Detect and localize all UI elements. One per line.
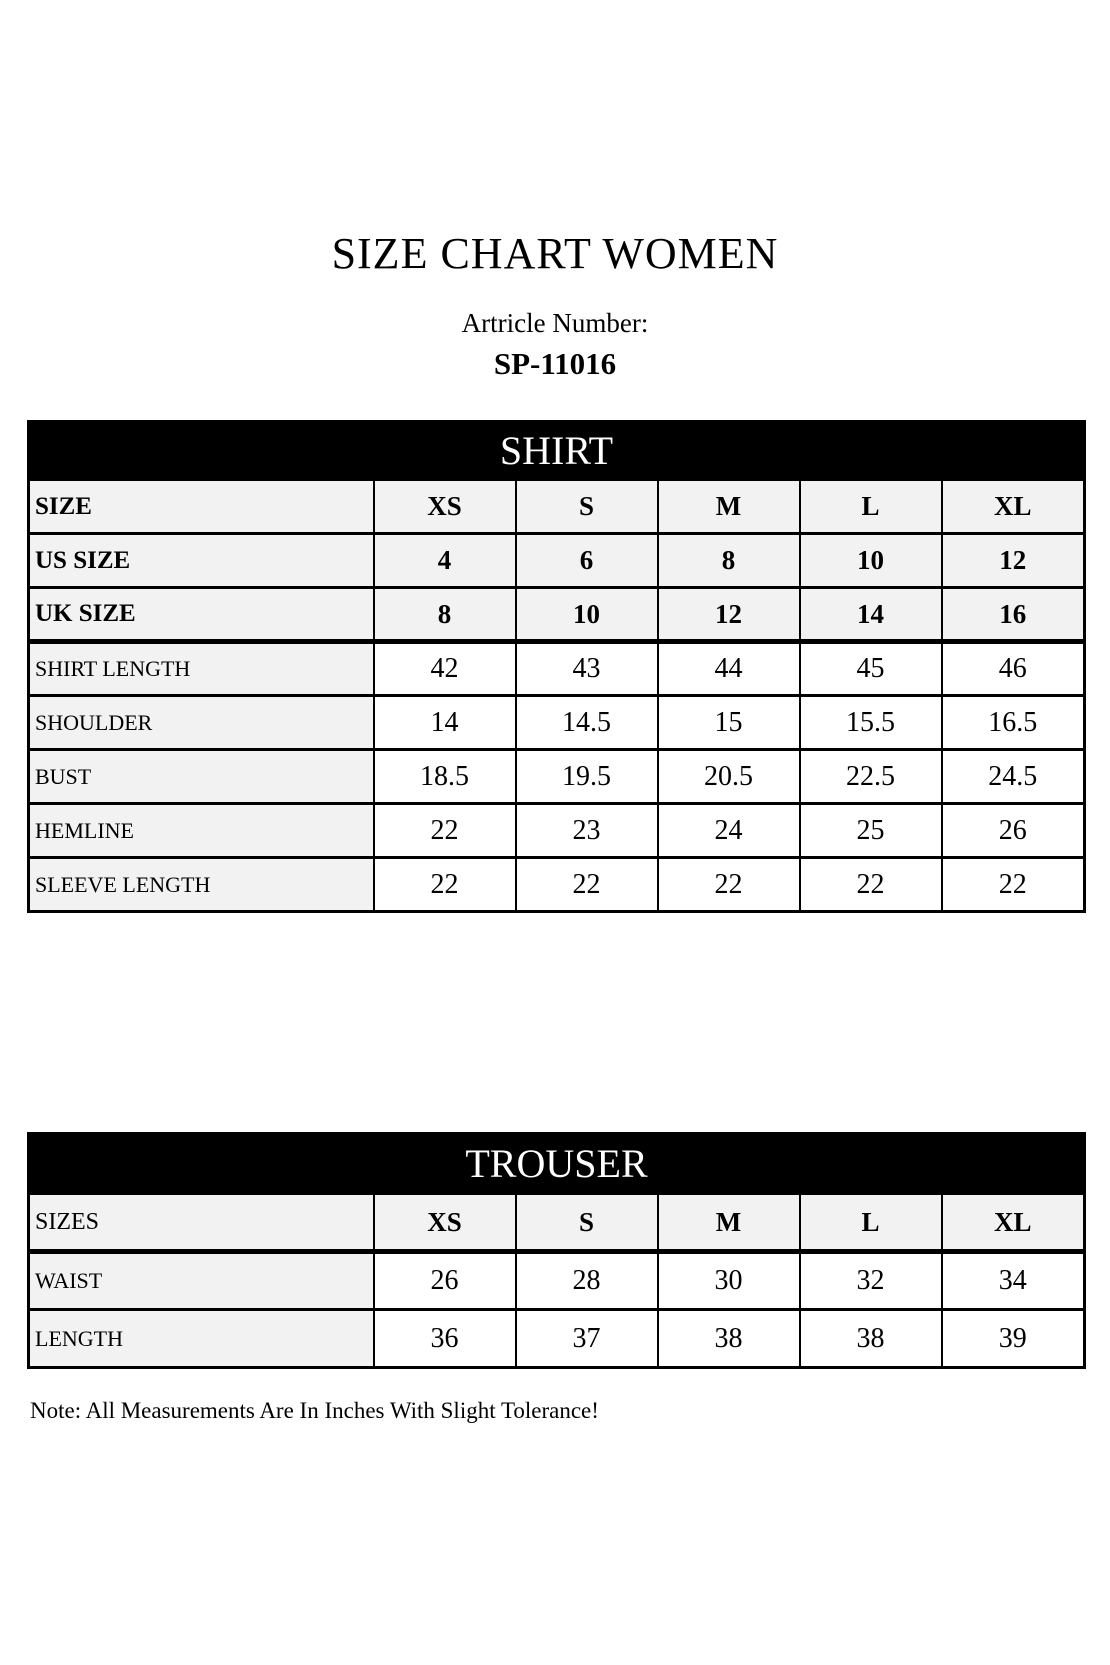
size-cell: XL: [942, 480, 1085, 534]
size-cell: 16: [942, 588, 1085, 642]
value-cell: 15: [658, 696, 800, 750]
value-cell: 16.5: [942, 696, 1085, 750]
value-cell: 28: [516, 1252, 658, 1310]
size-cell: XS: [374, 1194, 516, 1252]
table-row-hemline: [29, 804, 1085, 858]
value-cell: 24.5: [942, 750, 1085, 804]
shirt-table-title-band: [29, 422, 1085, 480]
value-cell: 34: [942, 1252, 1085, 1310]
table-row-waist: [29, 1252, 1085, 1310]
size-cell: S: [516, 480, 658, 534]
size-cell: L: [800, 480, 942, 534]
size-cell: XL: [942, 1194, 1085, 1252]
trouser-table-title-band: [29, 1134, 1085, 1194]
size-cell: 10: [800, 534, 942, 588]
size-cell: 8: [658, 534, 800, 588]
size-cell: 14: [800, 588, 942, 642]
trouser-size-table: [27, 1132, 1086, 1369]
row-label: SHIRT LENGTH: [29, 642, 374, 696]
value-cell: 24: [658, 804, 800, 858]
measurement-note: Note: All Measurements Are In Inches With Slight Tolerance!: [30, 1398, 599, 1423]
value-cell: 38: [658, 1310, 800, 1368]
table-row-size: [29, 480, 1085, 534]
row-label: UK SIZE: [29, 588, 374, 642]
value-cell: 20.5: [658, 750, 800, 804]
value-cell: 22.5: [800, 750, 942, 804]
value-cell: 45: [800, 642, 942, 696]
trouser-table-title: TROUSER: [29, 1134, 1085, 1194]
size-cell: 8: [374, 588, 516, 642]
table-row-length: [29, 1310, 1085, 1368]
row-label: HEMLINE: [29, 804, 374, 858]
size-cell: 12: [658, 588, 800, 642]
value-cell: 15.5: [800, 696, 942, 750]
row-label: WAIST: [29, 1252, 374, 1310]
table-row-uk-size: [29, 588, 1085, 642]
table-row-sleeve-length: [29, 858, 1085, 912]
value-cell: 25: [800, 804, 942, 858]
value-cell: 36: [374, 1310, 516, 1368]
size-cell: XS: [374, 480, 516, 534]
value-cell: 22: [942, 858, 1085, 912]
value-cell: 46: [942, 642, 1085, 696]
value-cell: 39: [942, 1310, 1085, 1368]
value-cell: 42: [374, 642, 516, 696]
value-cell: 14: [374, 696, 516, 750]
article-number-label: Artricle Number:: [461, 308, 649, 338]
size-cell: M: [658, 1194, 800, 1252]
value-cell: 37: [516, 1310, 658, 1368]
shirt-table-title: SHIRT: [29, 422, 1085, 480]
row-label: BUST: [29, 750, 374, 804]
table-row-bust: [29, 750, 1085, 804]
value-cell: 22: [374, 804, 516, 858]
table-row-shoulder: [29, 696, 1085, 750]
size-cell: 10: [516, 588, 658, 642]
value-cell: 23: [516, 804, 658, 858]
table-row-sizes: [29, 1194, 1085, 1252]
value-cell: 18.5: [374, 750, 516, 804]
value-cell: 26: [942, 804, 1085, 858]
value-cell: 22: [516, 858, 658, 912]
row-label: LENGTH: [29, 1310, 374, 1368]
page-title: SIZE CHART WOMEN: [331, 229, 779, 278]
row-label: SIZE: [29, 480, 374, 534]
size-cell: M: [658, 480, 800, 534]
value-cell: 22: [374, 858, 516, 912]
size-cell: 12: [942, 534, 1085, 588]
size-cell: S: [516, 1194, 658, 1252]
value-cell: 30: [658, 1252, 800, 1310]
value-cell: 44: [658, 642, 800, 696]
row-label: SLEEVE LENGTH: [29, 858, 374, 912]
size-cell: L: [800, 1194, 942, 1252]
value-cell: 38: [800, 1310, 942, 1368]
value-cell: 26: [374, 1252, 516, 1310]
size-cell: 6: [516, 534, 658, 588]
value-cell: 32: [800, 1252, 942, 1310]
shirt-size-table: [27, 420, 1086, 913]
value-cell: 19.5: [516, 750, 658, 804]
value-cell: 14.5: [516, 696, 658, 750]
row-label: SHOULDER: [29, 696, 374, 750]
table-row-shirt-length: [29, 642, 1085, 696]
size-cell: 4: [374, 534, 516, 588]
value-cell: 22: [658, 858, 800, 912]
article-number: SP-11016: [493, 346, 617, 381]
value-cell: 22: [800, 858, 942, 912]
row-label: US SIZE: [29, 534, 374, 588]
value-cell: 43: [516, 642, 658, 696]
row-label: SIZES: [29, 1194, 374, 1252]
table-row-us-size: [29, 534, 1085, 588]
